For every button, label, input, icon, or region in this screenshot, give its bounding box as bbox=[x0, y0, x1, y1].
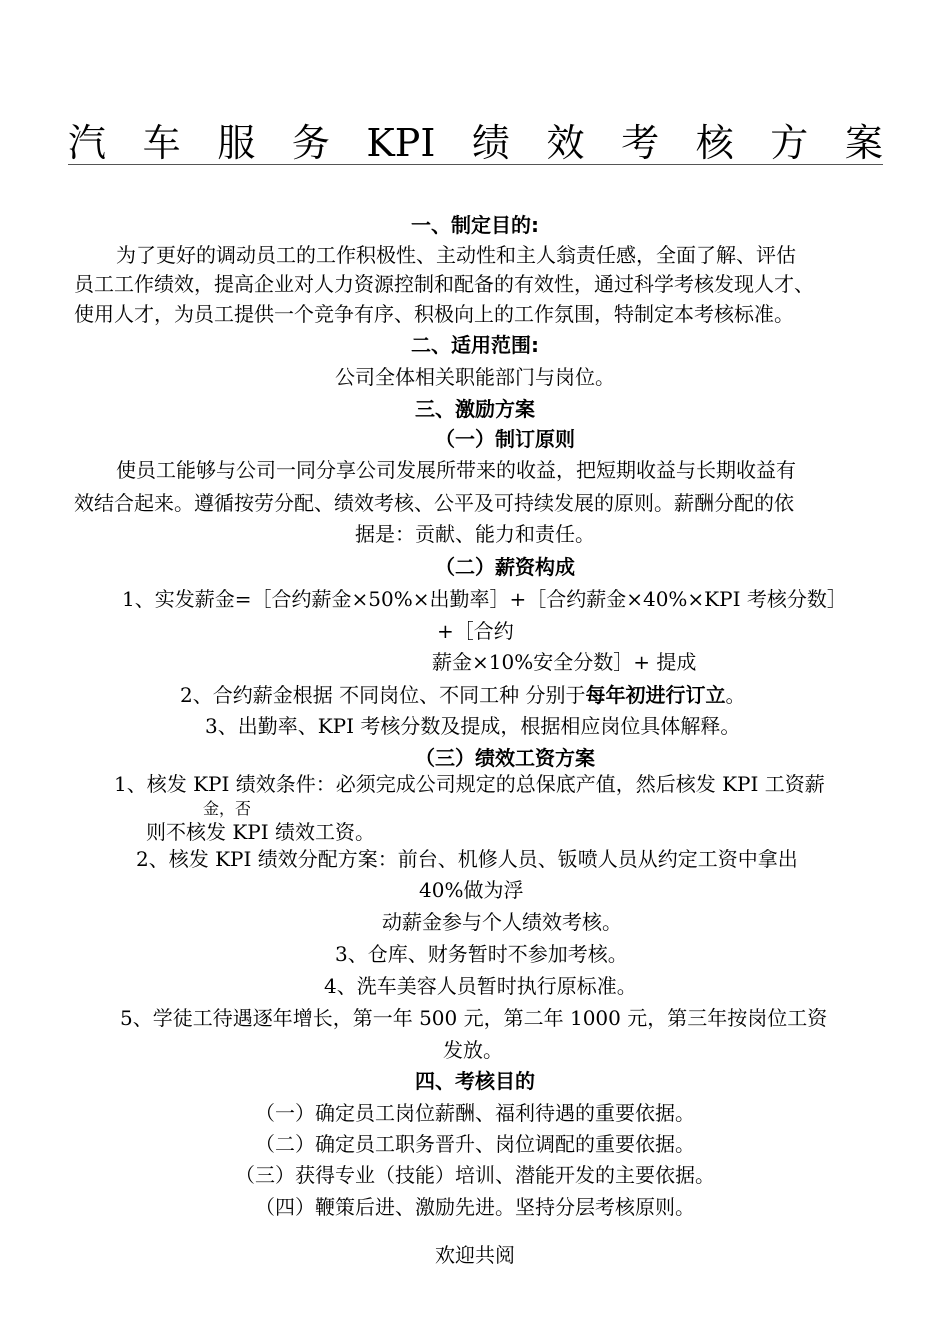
section-heading-incentive: 三、激励方案 bbox=[415, 397, 535, 421]
title-char: 效 bbox=[546, 121, 585, 165]
paragraph-line: 使员工能够与公司一同分享公司发展所带来的收益，把短期收益与长期收益有 bbox=[116, 458, 796, 482]
text-run: 。 bbox=[725, 683, 746, 707]
title-char: 核 bbox=[695, 121, 734, 165]
section-heading-purpose: 一、制定目的: bbox=[411, 213, 539, 237]
paragraph-line: 动薪金参与个人绩效考核。 bbox=[382, 910, 622, 934]
emphasis-text: 每年初进行订立 bbox=[585, 683, 726, 707]
paragraph-line: 1、核发 KPI 绩效条件：必须完成公司规定的总保底产值，然后核发 KPI 工资薪 bbox=[114, 772, 825, 796]
paragraph-line: 公司全体相关职能部门与岗位。 bbox=[335, 365, 615, 389]
paragraph-line: 则不核发 KPI 绩效工资。 bbox=[146, 820, 376, 844]
paragraph-line: 为了更好的调动员工的工作积极性、主动性和主人翁责任感，全面了解、评估 bbox=[116, 243, 796, 267]
formula-line: 1、实发薪金=［合约薪金×50%×出勤率］+［合约薪金×40%×KPI 考核分数］ bbox=[122, 587, 847, 611]
formula-line: 薪金×10%安全分数］+ 提成 bbox=[432, 650, 697, 674]
paragraph-line: 4、洗车美容人员暂时执行原标准。 bbox=[324, 974, 637, 998]
list-item: （二）确定员工职务晋升、岗位调配的重要依据。 bbox=[255, 1132, 695, 1156]
paragraph-line: 5、学徒工待遇逐年增长，第一年 500 元，第二年 1000 元，第三年按岗位工资 bbox=[120, 1006, 828, 1030]
list-item: （三）获得专业（技能）培训、潜能开发的主要依据。 bbox=[235, 1163, 715, 1187]
subsection-heading-salary: （二）薪资构成 bbox=[435, 555, 575, 579]
title-char: 务 bbox=[291, 121, 330, 165]
paragraph-line bbox=[180, 681, 745, 709]
paragraph-line: 使用人才，为员工提供一个竞争有序、积极向上的工作氛围，特制定本考核标准。 bbox=[74, 302, 794, 326]
title-char: 考 bbox=[621, 121, 660, 165]
paragraph-line: 40%做为浮 bbox=[419, 878, 524, 902]
text-run: 2、合约薪金根据 不同岗位、不同工种 分别于 bbox=[180, 683, 586, 707]
title-char: 绩 bbox=[471, 121, 510, 165]
document-title bbox=[68, 118, 883, 168]
title-char: 服 bbox=[217, 121, 256, 165]
paragraph-line: 2、核发 KPI 绩效分配方案：前台、机修人员、钣喷人员从约定工资中拿出 bbox=[136, 847, 798, 871]
list-item: （一）确定员工岗位薪酬、福利待遇的重要依据。 bbox=[255, 1101, 695, 1125]
paragraph-line: 员工工作绩效，提高企业对人力资源控制和配备的有效性，通过科学考核发现人才、 bbox=[74, 272, 814, 296]
title-char: 方 bbox=[770, 121, 809, 165]
subsection-heading-performance-pay: （三）绩效工资方案 bbox=[415, 746, 595, 770]
section-heading-scope: 二、适用范围: bbox=[411, 333, 539, 357]
title-char: 车 bbox=[142, 121, 181, 165]
title-char: 汽 bbox=[68, 121, 107, 165]
title-char: KPI bbox=[366, 121, 436, 165]
paragraph-line: 金，否 bbox=[203, 799, 252, 818]
paragraph-line: 据是：贡献、能力和责任。 bbox=[355, 522, 595, 546]
formula-line: +［合约 bbox=[437, 619, 514, 643]
page-footer: 欢迎共阅 bbox=[435, 1243, 515, 1267]
title-underline bbox=[68, 164, 883, 165]
list-item: （四）鞭策后进、激励先进。坚持分层考核原则。 bbox=[255, 1195, 695, 1219]
title-char: 案 bbox=[844, 121, 883, 165]
paragraph-line: 发放。 bbox=[443, 1038, 503, 1062]
section-heading-assessment-purpose: 四、考核目的 bbox=[415, 1069, 535, 1093]
paragraph-line: 3、仓库、财务暂时不参加考核。 bbox=[335, 942, 628, 966]
subsection-heading-principles: （一）制订原则 bbox=[435, 427, 575, 451]
paragraph-line: 效结合起来。遵循按劳分配、绩效考核、公平及可持续发展的原则。薪酬分配的依 bbox=[74, 491, 794, 515]
paragraph-line: 3、出勤率、KPI 考核分数及提成，根据相应岗位具体解释。 bbox=[205, 714, 741, 738]
